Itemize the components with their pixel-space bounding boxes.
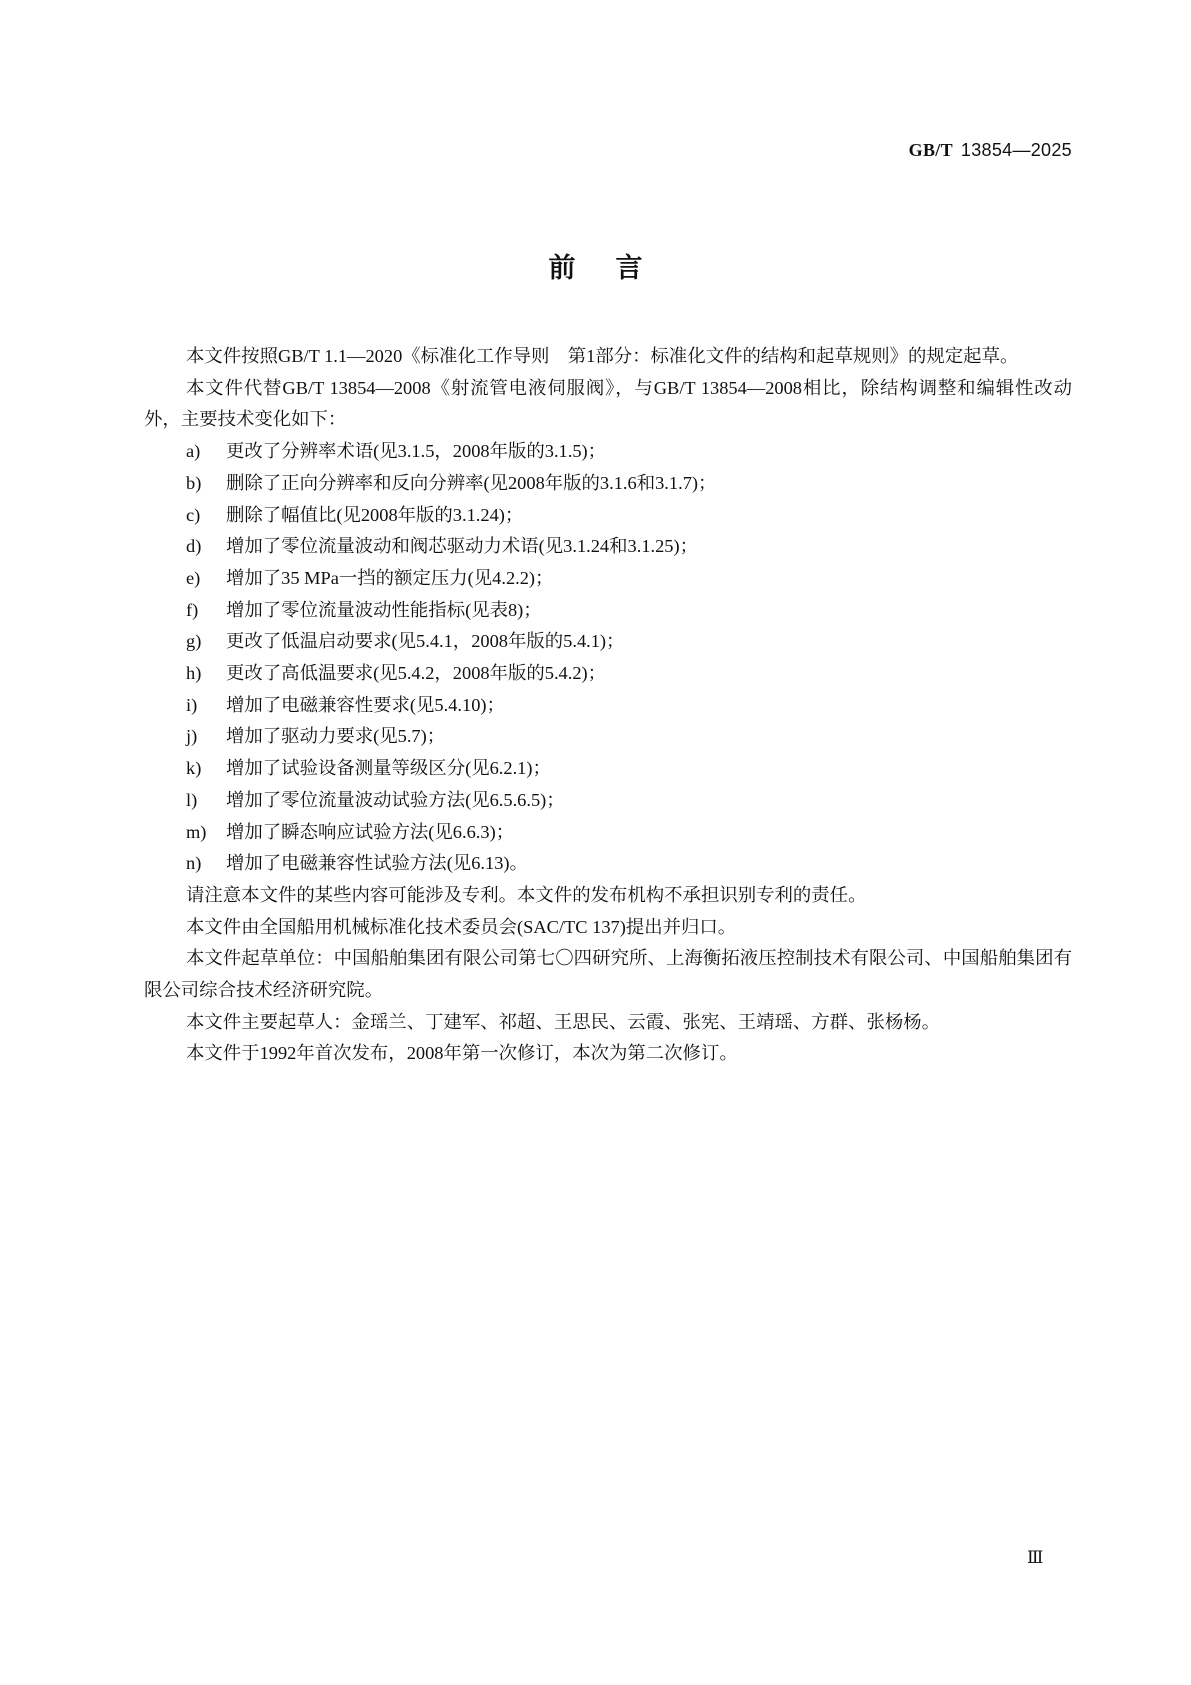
item-label: a)	[186, 441, 201, 462]
list-item	[144, 785, 1072, 817]
item-label: d)	[186, 536, 202, 557]
paragraph-history: 本文件于1992年首次发布，2008年第一次修订，本次为第二次修订。	[186, 1043, 738, 1064]
list-item	[144, 817, 1072, 849]
item-text: 增加了驱动力要求(见5.7)；	[226, 726, 446, 747]
item-label: g)	[186, 631, 202, 652]
item-text: 增加了瞬态响应试验方法(见6.6.3)；	[226, 821, 515, 842]
item-text: 更改了高低温要求(见5.4.2，2008年版的5.4.2)；	[226, 663, 607, 684]
list-item	[144, 468, 1072, 500]
list-item	[144, 848, 1072, 880]
item-label: j)	[186, 726, 198, 747]
foreword-body	[144, 341, 1072, 1070]
paragraph-proposer: 本文件由全国船用机械标准化技术委员会(SAC/TC 137)提出并归口。	[186, 916, 737, 937]
list-item	[144, 626, 1072, 658]
paragraph-drafting-rules: 本文件按照GB/T 1.1—2020《标准化工作导则 第1部分：标准化文件的结构和起草规则》的规定起草。	[186, 346, 1019, 366]
paragraph-patent-notice: 请注意本文件的某些内容可能涉及专利。本文件的发布机构不承担识别专利的责任。	[186, 884, 867, 905]
paragraph-drafting-units: 本文件起草单位：中国船舶集团有限公司第七〇四研究所、上海衡拓液压控制技术有限公司、中国船舶集团有限公司综合技术经济研究院。	[144, 948, 1072, 1001]
list-item	[144, 658, 1072, 690]
paragraph-drafters: 本文件主要起草人：金瑶兰、丁建军、祁超、王思民、云霞、张宪、王靖瑶、方群、张杨杨。	[186, 1011, 941, 1032]
item-label: l)	[186, 789, 198, 810]
paragraph-replacement: 本文件代替GB/T 13854—2008《射流管电液伺服阀》，与GB/T 13854—2008相比，除结构调整和编辑性改动外，主要技术变化如下：	[144, 377, 1072, 430]
item-text: 更改了分辨率术语(见3.1.5，2008年版的3.1.5)；	[226, 441, 607, 462]
item-text: 增加了电磁兼容性试验方法(见6.13)。	[226, 853, 528, 874]
item-label: e)	[186, 567, 201, 588]
item-label: i)	[186, 694, 198, 715]
list-item	[144, 721, 1072, 753]
item-text: 更改了低温启动要求(见5.4.1，2008年版的5.4.1)；	[226, 631, 625, 652]
list-item	[144, 595, 1072, 627]
item-text: 删除了幅值比(见2008年版的3.1.24)；	[226, 504, 524, 525]
item-label: k)	[186, 758, 202, 779]
standard-number: 13854—2025	[960, 140, 1072, 160]
list-item	[144, 436, 1072, 468]
item-text: 增加了零位流量波动性能指标(见表8)；	[226, 599, 542, 620]
standard-number-header	[909, 140, 1072, 161]
item-label: n)	[186, 853, 202, 874]
list-item	[144, 690, 1072, 722]
item-text: 增加了试验设备测量等级区分(见6.2.1)；	[226, 758, 551, 779]
list-item	[144, 563, 1072, 595]
changes-list	[144, 436, 1072, 880]
item-text: 增加了35 MPa一挡的额定压力(见4.2.2)；	[226, 567, 554, 588]
item-label: b)	[186, 472, 202, 493]
list-item	[144, 753, 1072, 785]
page-number: Ⅲ	[1027, 1548, 1044, 1567]
item-text: 增加了零位流量波动试验方法(见6.5.6.5)；	[226, 789, 565, 810]
item-text: 删除了正向分辨率和反向分辨率(见2008年版的3.1.6和3.1.7)；	[226, 472, 717, 493]
list-item	[144, 500, 1072, 532]
item-label: f)	[186, 599, 199, 620]
item-label: c)	[186, 504, 201, 525]
item-label: m)	[186, 821, 207, 842]
page-title: 前言	[548, 253, 683, 284]
list-item	[144, 531, 1072, 563]
item-text: 增加了电磁兼容性要求(见5.4.10)；	[226, 694, 505, 715]
standard-prefix: GB/T	[908, 140, 953, 160]
item-label: h)	[186, 663, 202, 684]
item-text: 增加了零位流量波动和阀芯驱动力术语(见3.1.24和3.1.25)；	[226, 536, 699, 557]
